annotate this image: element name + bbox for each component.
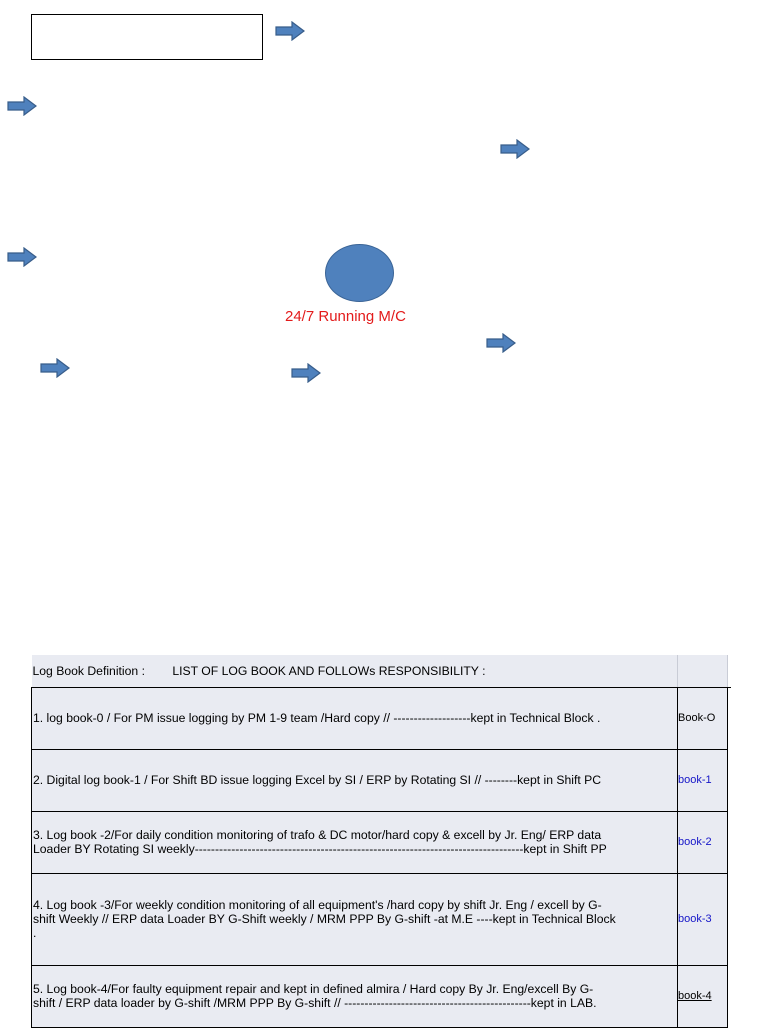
log-book-definition: 1. log book-0 / For PM issue logging by PM 1-9 team /Hard copy // -------------------kept in Technical Block . xyxy=(32,687,678,749)
running-machine-label: 24/7 Running M/C xyxy=(285,308,406,325)
log-book-definition: 3. Log book -2/For daily condition monitoring of trafo & DC motor/hard copy & excell by Jr. Eng/ ERP data Loader BY Rotating SI weekly---------------------------------------------------------------------------------kept in Shift PP xyxy=(32,811,678,873)
log-book-definition-label: Log Book Definition : xyxy=(32,663,145,678)
arrow-right-icon xyxy=(486,333,516,353)
arrow-right-icon xyxy=(7,247,37,267)
top-empty-box xyxy=(31,14,263,60)
arrow-right-icon xyxy=(40,358,70,378)
log-book-reference-link[interactable]: book-3 xyxy=(678,873,728,965)
log-book-reference-link[interactable]: book-1 xyxy=(678,749,728,811)
log-book-reference-link[interactable]: book-2 xyxy=(678,811,728,873)
log-book-definition: 4. Log book -3/For weekly condition monitoring of all equipment's /hard copy by shift Jr. Eng / excell by G- shift Weekly // ERP data Loader BY G-Shift weekly / MRM PPP By G-shift -at M.E ----kept in Technical Block . xyxy=(32,873,678,965)
table-header-cell xyxy=(32,655,678,687)
running-machine-circle xyxy=(325,244,394,302)
log-book-list-title: LIST OF LOG BOOK AND FOLLOWs RESPONSIBILITY : xyxy=(172,663,486,678)
log-book-table xyxy=(31,655,731,1028)
log-book-definition: 5. Log book-4/For faulty equipment repair and kept in defined almira / Hard copy By Jr. Eng/excell By G- shift / ERP data loader by G-shift /MRM PPP By G-shift // ----------------------------------------------kept in LAB. xyxy=(32,965,678,1027)
log-book-reference: Book-O xyxy=(678,687,728,749)
arrow-right-icon xyxy=(275,21,305,41)
table-header-row xyxy=(32,655,731,687)
table-row xyxy=(32,749,731,811)
table-row xyxy=(32,873,731,965)
arrow-right-icon xyxy=(7,96,37,116)
arrow-right-icon xyxy=(291,363,321,383)
log-book-reference-link[interactable]: book-4 xyxy=(678,965,728,1027)
table-row xyxy=(32,965,731,1027)
log-book-definition: 2. Digital log book-1 / For Shift BD issue logging Excel by SI / ERP by Rotating SI // --------kept in Shift PC xyxy=(32,749,678,811)
arrow-right-icon xyxy=(500,139,530,159)
table-row xyxy=(32,687,731,749)
table-row xyxy=(32,811,731,873)
